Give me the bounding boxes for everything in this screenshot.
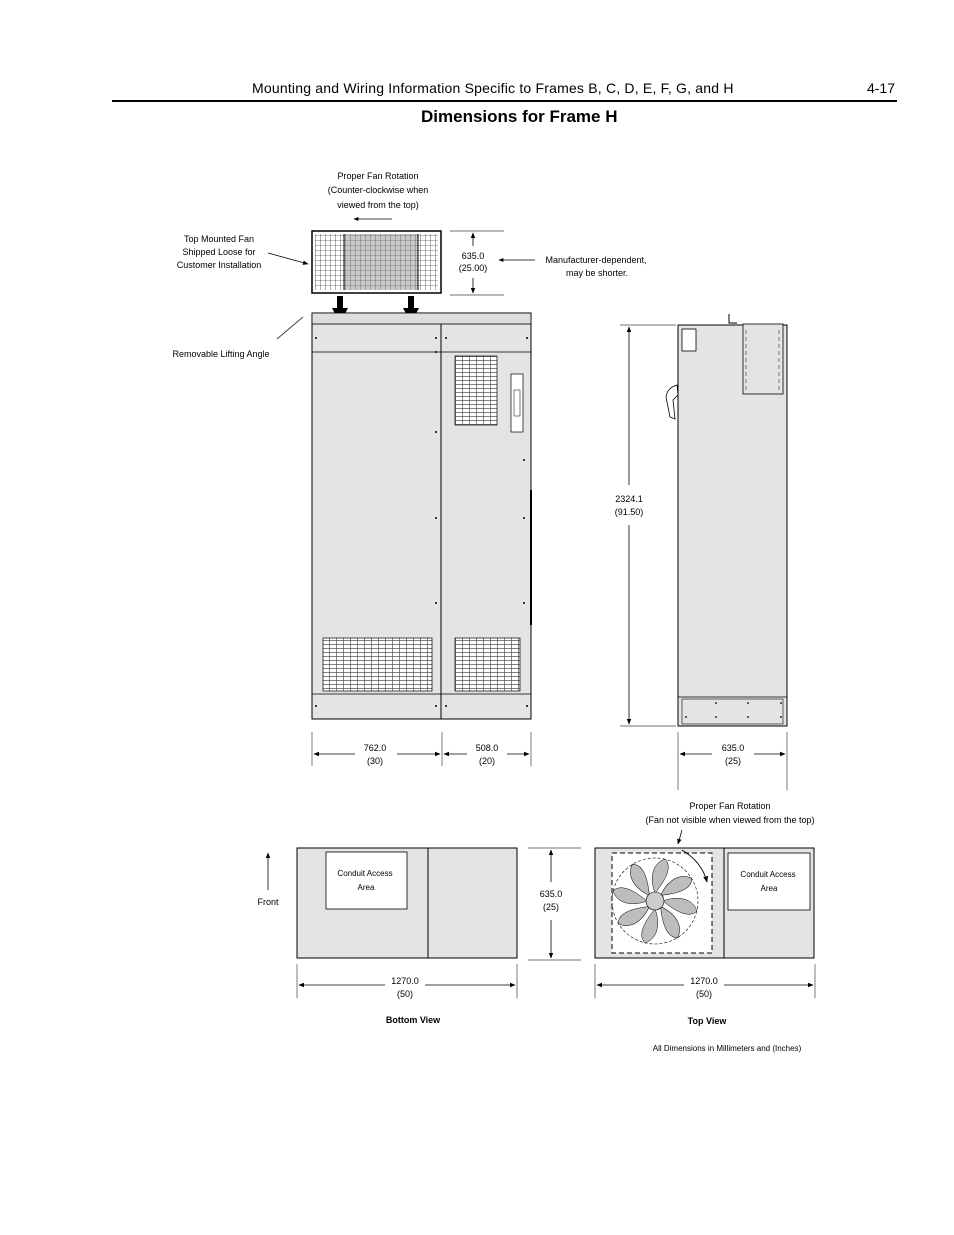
- fan-label-line-1: Top Mounted Fan: [183, 234, 255, 244]
- manufacturer-note: [545, 255, 646, 278]
- disconnect-handle-icon: [666, 385, 678, 419]
- topview-rotation-line-1: Proper Fan Rotation: [689, 801, 771, 811]
- vent-grille: [455, 638, 520, 691]
- width-left-mm: 762.0: [363, 743, 387, 753]
- units-note: All Dimensions in Millimeters and (Inches): [652, 1044, 802, 1053]
- vent-grille: [323, 638, 432, 691]
- view-depth-dimension: [528, 848, 581, 960]
- manufacturer-note-line-1: Manufacturer-dependent,: [545, 255, 647, 265]
- conduit-bottom-line-2: Area: [357, 883, 375, 892]
- manufacturer-note-line-2: may be shorter.: [565, 268, 629, 278]
- vent-grille: [455, 356, 497, 425]
- cabinet-side-view: [666, 314, 787, 726]
- fan-rotation-topview-label: [645, 801, 814, 825]
- fan-label-line-3: Customer Installation: [176, 260, 262, 270]
- conduit-top-line-2: Area: [760, 884, 778, 893]
- fan-height-in: (25.00): [458, 263, 488, 273]
- fan-rotation-line-2: (Counter-clockwise when: [327, 185, 429, 195]
- conduit-access-area-bottom: [326, 852, 407, 909]
- width-right-mm: 508.0: [475, 743, 499, 753]
- height-in: (91.50): [614, 507, 644, 517]
- conduit-bottom-line-1: Conduit Access: [337, 869, 393, 878]
- fan-rotation-line-1: Proper Fan Rotation: [337, 171, 419, 181]
- top-mounted-fan-label: [177, 234, 262, 270]
- bottom-width-mm: 1270.0: [391, 976, 419, 986]
- top-width-mm: 1270.0: [690, 976, 718, 986]
- width-left-in: (30): [366, 756, 384, 766]
- topview-rotation-line-2: (Fan not visible when viewed from the top): [645, 815, 815, 825]
- section-title: Dimensions for Frame H: [421, 107, 618, 126]
- bottom-width-in: (50): [396, 989, 414, 999]
- front-label: Front: [257, 897, 279, 907]
- fan-label-line-2: Shipped Loose for: [182, 247, 256, 257]
- page-number: 4-17: [866, 80, 895, 96]
- top-view-caption: Top View: [687, 1016, 727, 1026]
- top-width-in: (50): [695, 989, 713, 999]
- side-depth-in: (25): [724, 756, 742, 766]
- top-width-dimension: [595, 964, 815, 999]
- view-depth-mm: 635.0: [539, 889, 563, 899]
- height-dimension: [615, 325, 676, 726]
- bottom-view: [297, 848, 517, 958]
- fan-height-mm: 635.0: [461, 251, 485, 261]
- bottom-view-caption: Bottom View: [385, 1015, 441, 1025]
- lifting-angle-leader: [277, 317, 303, 339]
- top-view: [595, 848, 814, 958]
- height-mm: 2324.1: [615, 494, 643, 504]
- header-title: Mounting and Wiring Information Specific to Frames B, C, D, E, F, G, and H: [252, 80, 734, 96]
- bottom-width-dimension: [297, 964, 517, 999]
- cabinet-front-view: [312, 313, 531, 719]
- fan-rotation-label: [328, 171, 429, 210]
- width-right-in: (20): [478, 756, 496, 766]
- lifting-angle-label: Removable Lifting Angle: [172, 349, 270, 359]
- fan-height-dimension: [450, 231, 504, 295]
- lifting-angle: [312, 313, 531, 324]
- side-depth-dimension: [678, 732, 787, 790]
- front-width-dimension: [312, 732, 531, 766]
- view-depth-in: (25): [542, 902, 560, 912]
- fan-rotation-line-3: viewed from the top): [337, 200, 419, 210]
- conduit-top-line-1: Conduit Access: [740, 870, 796, 879]
- conduit-access-area-top: [728, 853, 810, 910]
- top-mounted-fan: [312, 231, 441, 293]
- side-depth-mm: 635.0: [721, 743, 745, 753]
- fan-leader-line: [268, 253, 308, 264]
- rotation-leader: [678, 830, 682, 844]
